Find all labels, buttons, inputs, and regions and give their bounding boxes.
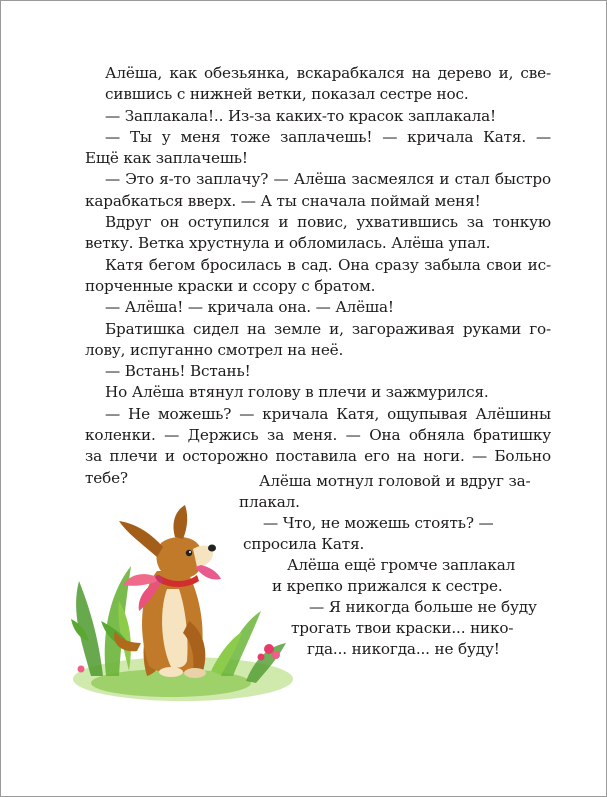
side-line: Алёша мотнул головой и вдруг за- bbox=[259, 472, 531, 490]
side-line: Алёша ещё громче заплакал bbox=[287, 556, 516, 574]
paragraph-5: Вдруг он оступился и повис, ухватившись за тонкую ветку. Ветка хрустнула и обломилась. Алёша упал. bbox=[85, 213, 551, 253]
side-line: плакал. bbox=[239, 493, 300, 511]
paragraph-10: Но Алёша втянул голову в плечи и зажмурился. bbox=[105, 383, 489, 402]
paragraph-7: — Алёша! — кричала она. — Алёша! bbox=[105, 298, 394, 317]
main-text bbox=[85, 63, 551, 489]
side-line: — Что, не можешь стоять? — bbox=[263, 514, 494, 532]
paragraph-11: — Не можешь? — кричала Катя, ощупывая Алёшины коленки. — Держись за меня. — Она обняла братишку за плечи и осторожно поставила его на ноги. — Больно тебе? bbox=[85, 404, 551, 487]
side-line: гда... никогда... не буду! bbox=[307, 640, 500, 658]
side-line: трогать твои краски... нико- bbox=[291, 619, 514, 637]
paragraph-9: — Встань! Встань! bbox=[105, 362, 251, 381]
side-line: спросила Катя. bbox=[243, 535, 365, 553]
paragraph-3: — Ты у меня тоже заплачешь! — кричала Катя. — Ещё как заплачешь! bbox=[85, 127, 551, 168]
paragraph-4: — Это я-то заплачу? — Алёша засмеялся и стал быстро карабкаться вверх. — А ты сначала поймай меня! bbox=[85, 170, 551, 210]
side-line: — Я никогда больше не буду bbox=[309, 598, 537, 616]
paragraph-2: — Заплакала!.. Из-за каких-то красок заплакала! bbox=[105, 106, 496, 125]
puppy-illustration bbox=[71, 471, 296, 706]
side-line: и крепко прижался к сестре. bbox=[272, 577, 503, 595]
paragraph-8: Братишка сидел на земле и, загораживая руками го- лову, испуганно смотрел на неё. bbox=[85, 319, 551, 359]
paragraph-1: Алёша, как обезьянка, вскарабкался на дерево и, све- сившись с нижней ветки, показал сестре нос. bbox=[105, 64, 551, 104]
paragraph-6: Катя бегом бросилась в сад. Она сразу забыла свои ис- порченные краски и ссору с братом. bbox=[85, 255, 551, 295]
